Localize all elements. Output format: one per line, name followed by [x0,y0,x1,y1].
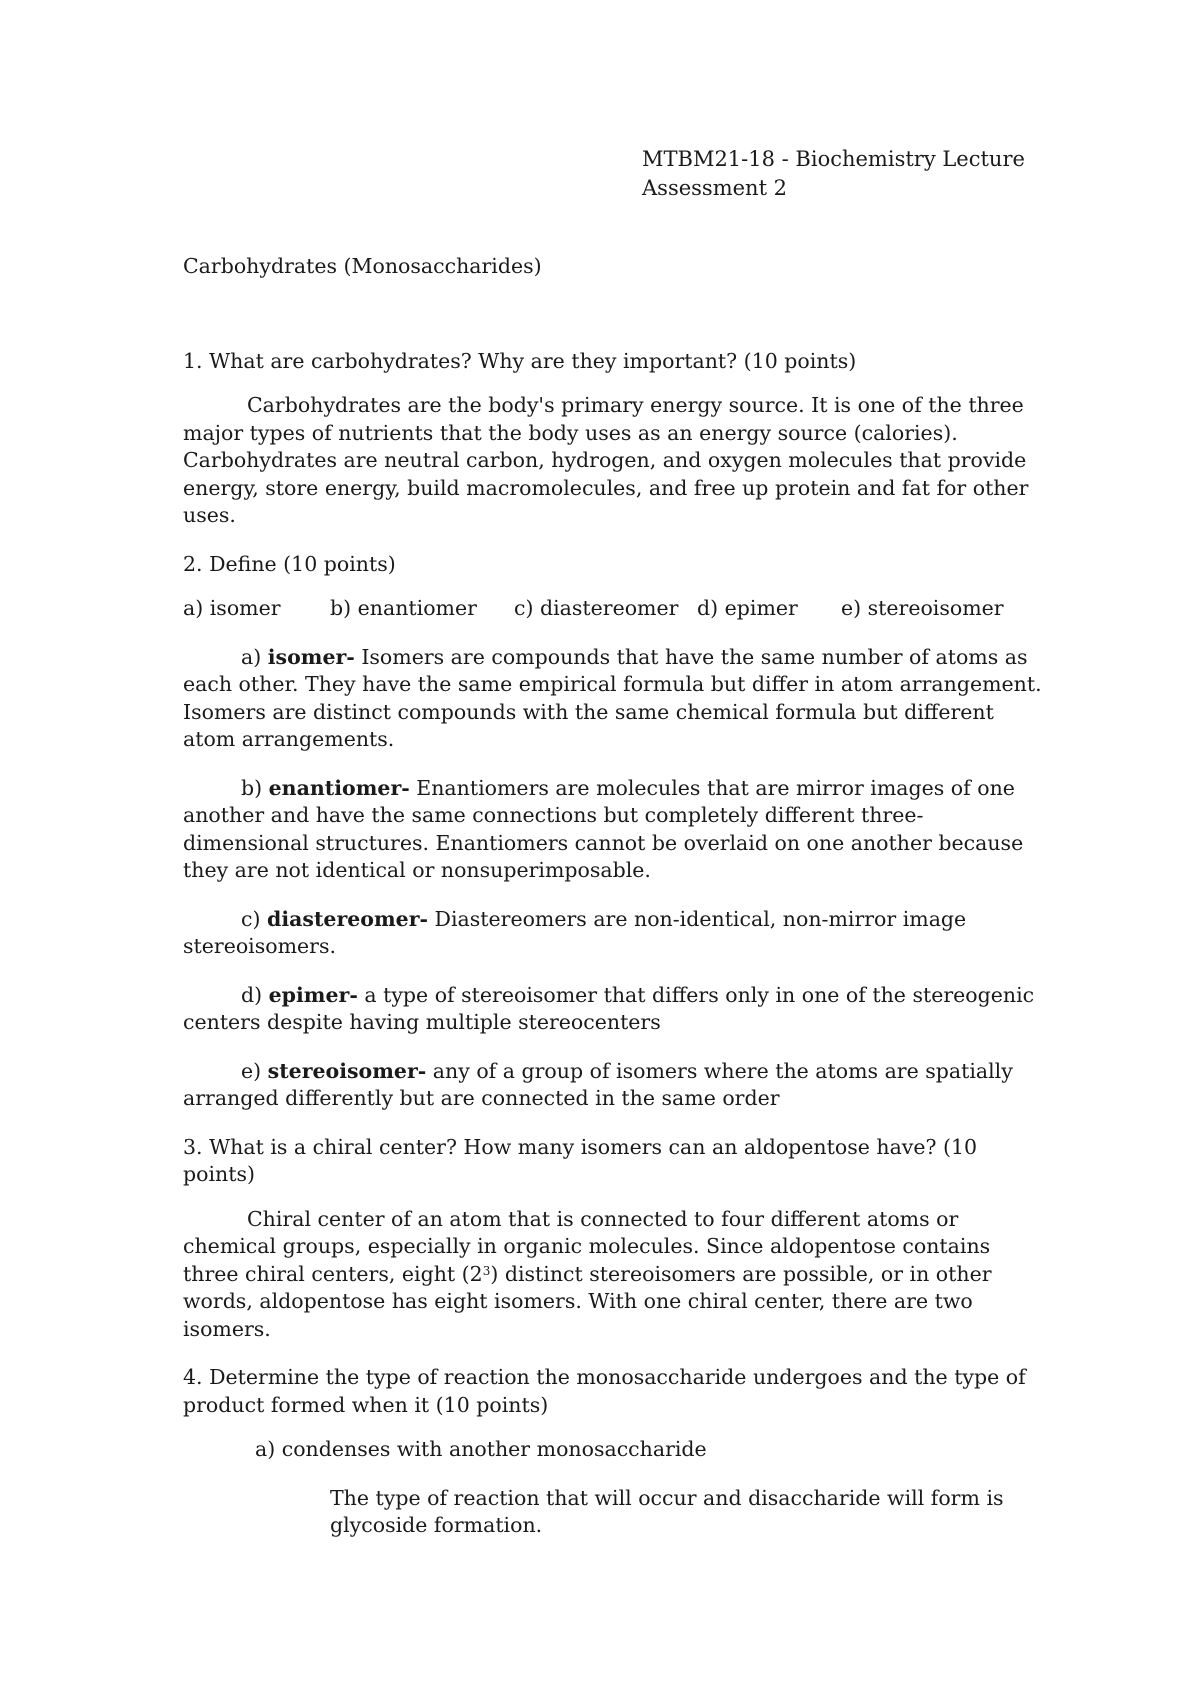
definition-text: Diastereomers are non-identical, non-mirror image stereoisomers. [183,906,967,958]
definition-term: isomer- [267,644,355,669]
definition-prefix: d) [241,982,269,1007]
topic-heading: Carbohydrates (Monosaccharides) [183,254,542,278]
answer-1: Carbohydrates are the body's primary energy source. It is one of the three major types of nutrients that the body uses as an energy source (calories). Carbohydrates are neutral carbon, hydrogen, and oxygen molecules that provide energy, store energy, build macromolecules, and free up protein and fat for other uses. [183,393,1029,527]
definition-term: diastereomer- [267,906,429,931]
question-4: 4. Determine the type of reaction the monosaccharide undergoes and the type of product formed when it (10 points) [183,1365,1026,1417]
definition-prefix: e) [241,1058,268,1083]
definition-epimer [183,982,1043,1037]
definition-stereoisomer [183,1058,1043,1113]
definition-text: Isomers are compounds that have the same number of atoms as each other. They have the same empirical formula but differ in atom arrangement. Isomers are distinct compounds with the same chemical formula but different atom arrangements. [183,644,1042,751]
answer-3 [183,1206,1043,1344]
answer-3-part1: Chiral center of an atom that is connected to four different atoms or chemical groups, especially in organic molecules. Since aldopentose contains three chiral centers, eight (2 [183,1206,991,1286]
definition-prefix: b) [241,775,269,800]
question-1: 1. What are carbohydrates? Why are they important? (10 points) [183,348,857,373]
definition-term: epimer- [268,982,358,1007]
question-3: 3. What is a chiral center? How many isomers can an aldopentose have? (10 points) [183,1134,978,1186]
answer-3-part2: ) distinct stereoisomers are possible, or in other words, aldopentose has eight isomers. With one chiral center, there are two isomers. [183,1261,992,1341]
option-c: c) diastereomer [514,596,679,620]
question-4-sub-a: a) condenses with another monosaccharide [255,1437,707,1461]
definition-prefix: a) [241,644,268,669]
definition-term: enantiomer- [268,775,410,800]
option-a: a) isomer [183,596,281,620]
exponent: 3 [482,1263,491,1278]
option-e: e) stereoisomer [841,596,1004,620]
definition-isomer [183,644,1043,754]
assessment-title: Assessment 2 [642,176,788,200]
definition-text: Enantiomers are molecules that are mirror images of one another and have the same connections but completely different three-dimensional structures. Enantiomers cannot be overlaid on one another because they are not identical or nonsuperimposable. [183,775,1024,882]
definition-enantiomer [183,775,1043,885]
document-header [642,145,1025,203]
definition-text: a type of stereoisomer that differs only in one of the stereogenic centers despite having multiple stereocenters [183,982,1035,1034]
definition-prefix: c) [241,906,267,931]
option-b: b) enantiomer [330,596,477,620]
answer-4-sub-a: The type of reaction that will occur and disaccharide will form is glycoside formation. [330,1485,1004,1537]
document-body [183,253,1043,1540]
definition-text: any of a group of isomers where the atoms are spatially arranged differently but are connected in the same order [183,1058,1013,1110]
define-options [183,595,1043,623]
course-title: MTBM21-18 - Biochemistry Lecture [642,147,1025,171]
definition-term: stereoisomer- [267,1058,427,1083]
definition-diastereomer [183,906,1043,961]
option-d: d) epimer [697,596,798,620]
question-2: 2. Define (10 points) [183,551,396,576]
